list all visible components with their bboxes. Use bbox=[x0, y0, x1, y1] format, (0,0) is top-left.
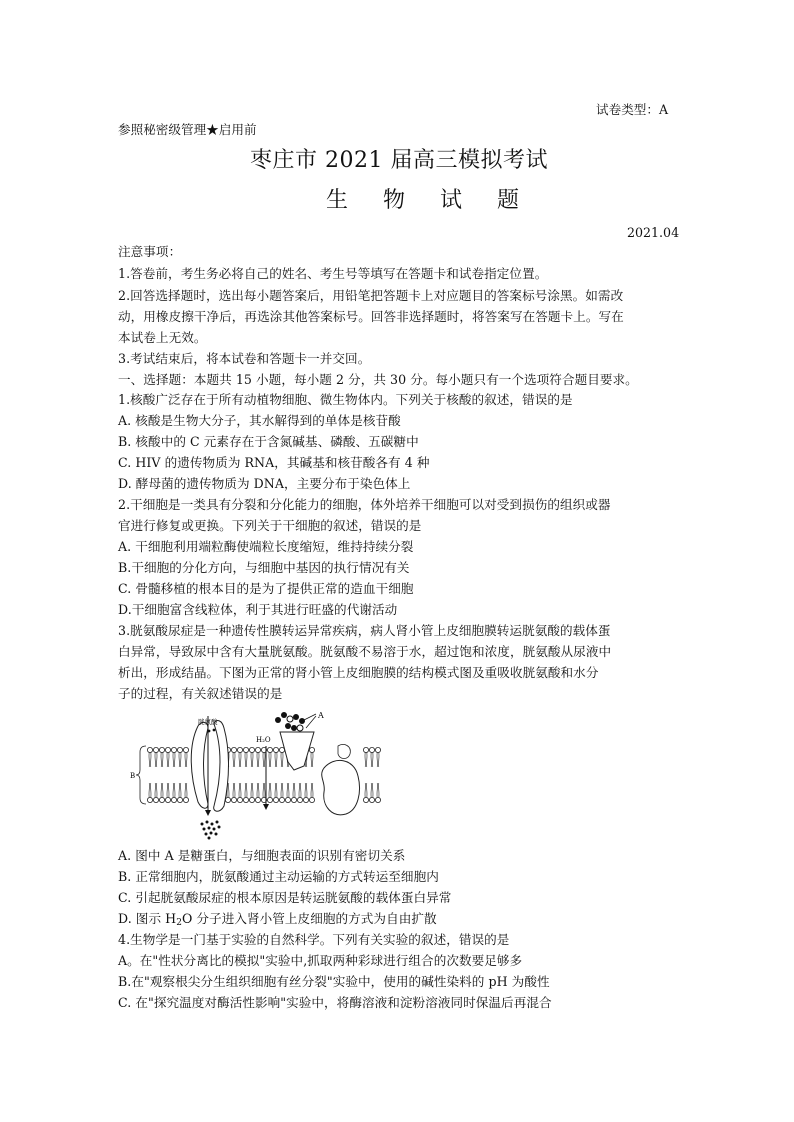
question-2-option-d: D.干细胞富含线粒体，利于其进行旺盛的代谢活动 bbox=[118, 602, 398, 617]
phospholipid-head-outer bbox=[231, 747, 236, 767]
note-item-2-line-1: 2.回答选择题时，选出每小题答案后，用铅笔把答题卡上对应题目的答案标号涂黑。如需改 bbox=[118, 288, 624, 303]
question-3-option-b: B. 正常细胞内，胱氨酸通过主动运输的方式转运至细胞内 bbox=[118, 869, 439, 884]
note-item-1: 1.答卷前，考生务必将自己的姓名、考生号等填写在答题卡和试卷指定位置。 bbox=[118, 266, 548, 281]
water-formula-subscript: 2 bbox=[176, 918, 182, 928]
transmembrane-protein bbox=[322, 760, 360, 814]
phospholipid-head-outer bbox=[255, 747, 260, 767]
note-item-3: 3.考试结束后，将本试卷和答题卡一并交回。 bbox=[118, 351, 371, 366]
phospholipid-head-outer bbox=[279, 747, 284, 767]
question-2-option-a: A. 干细胞利用端粒酶使端粒长度缩短，维持持续分裂 bbox=[118, 539, 414, 554]
subject-title: 生 物 试 题 bbox=[326, 188, 533, 213]
question-1-option-c: C. HIV 的遗传物质为 RNA，其碱基和核苷酸各有 4 种 bbox=[118, 455, 430, 470]
phospholipid-head-outer bbox=[159, 747, 164, 767]
cell-membrane-diagram bbox=[128, 706, 388, 842]
phospholipid-head-inner bbox=[255, 783, 260, 803]
phospholipid-head-inner bbox=[363, 783, 368, 803]
question-1-stem: 1.核酸广泛存在于所有动植物细胞、微生物体内。下列关于核酸的叙述，错误的是 bbox=[118, 392, 573, 407]
arrow-head bbox=[205, 810, 211, 816]
phospholipid-head-inner bbox=[183, 783, 188, 803]
phospholipid-head-inner bbox=[165, 783, 170, 803]
cystine-molecule bbox=[208, 730, 211, 733]
phospholipid-head-inner bbox=[291, 783, 296, 803]
confidentiality-label: 参照秘密级管理★启用前 bbox=[118, 122, 257, 137]
question-2-option-b: B.干细胞的分化方向，与细胞中基因的执行情况有关 bbox=[118, 560, 410, 575]
label-cystine: 胱氨酸 bbox=[198, 718, 218, 726]
question-3-stem-line-4: 子的过程，有关叙述错误的是 bbox=[118, 686, 283, 701]
note-item-2-line-3: 本试卷上无效。 bbox=[118, 330, 207, 345]
phospholipid-head-inner bbox=[273, 783, 278, 803]
glycoprotein-a bbox=[275, 712, 316, 731]
phospholipid-head-inner bbox=[177, 783, 182, 803]
phospholipid-head-inner bbox=[171, 783, 176, 803]
phospholipid-head-inner bbox=[369, 783, 374, 803]
exam-date: 2021.04 bbox=[627, 225, 680, 240]
cystine-molecule bbox=[213, 729, 216, 732]
question-2-stem-line-2: 官进行修复或更换。下列关于干细胞的叙述，错误的是 bbox=[118, 518, 422, 533]
cystine-molecules-inside bbox=[201, 821, 221, 840]
label-water: H₂O bbox=[256, 736, 271, 744]
label-a: A bbox=[318, 711, 324, 720]
phospholipid-head-outer bbox=[375, 747, 380, 767]
question-3-option-c: C. 引起胱氨酸尿症的根本原因是转运胱氨酸的载体蛋白异常 bbox=[118, 890, 452, 905]
question-3-option-a: A. 图中 A 是糖蛋白，与细胞表面的识别有密切关系 bbox=[118, 848, 406, 863]
exam-title: 枣庄市 2021 届高三模拟考试 bbox=[250, 148, 548, 173]
phospholipid-head-inner bbox=[375, 783, 380, 803]
bracket-b bbox=[136, 746, 146, 804]
option-d-suffix: O 分子进入肾小管上皮细胞的方式为自由扩散 bbox=[181, 911, 437, 926]
phospholipid-head-inner bbox=[231, 783, 236, 803]
question-1-option-d: D. 酵母菌的遗传物质为 DNA，主要分布于染色体上 bbox=[118, 476, 411, 491]
phospholipid-head-outer bbox=[267, 747, 272, 767]
question-1-option-a: A. 核酸是生物大分子，其水解得到的单体是核苷酸 bbox=[118, 413, 401, 428]
question-2-stem-line-1: 2.干细胞是一类具有分裂和分化能力的细胞，体外培养干细胞可以对受到损伤的组织或器 bbox=[118, 497, 611, 512]
peripheral-protein bbox=[338, 744, 350, 758]
phospholipid-head-inner bbox=[237, 783, 242, 803]
phospholipid-head-inner bbox=[309, 783, 314, 803]
water-formula-h: H bbox=[165, 911, 177, 926]
phospholipid-head-inner bbox=[297, 783, 302, 803]
phospholipid-head-outer bbox=[249, 747, 254, 767]
question-4-option-b: B.在"观察根尖分生组织细胞有丝分裂"实验中，使用的碱性染料的 pH 为酸性 bbox=[118, 974, 550, 989]
phospholipid-head-outer bbox=[369, 747, 374, 767]
phospholipid-head-outer bbox=[243, 747, 248, 767]
phospholipid-head-outer bbox=[153, 747, 158, 767]
phospholipid-head-inner bbox=[285, 783, 290, 803]
phospholipid-head-inner bbox=[249, 783, 254, 803]
phospholipid-head-outer bbox=[309, 747, 314, 767]
note-item-2-line-2: 动，用橡皮擦干净后，再选涂其他答案标号。回答非选择题时，将答案写在答题卡上。写在 bbox=[118, 309, 624, 324]
phospholipid-head-inner bbox=[303, 783, 308, 803]
phospholipid-head-outer bbox=[363, 747, 368, 767]
notes-heading: 注意事项： bbox=[118, 244, 182, 259]
phospholipid-head-inner bbox=[267, 783, 272, 803]
question-4-stem: 4.生物学是一门基于实验的自然科学。下列有关实验的叙述，错误的是 bbox=[118, 932, 510, 947]
question-4-option-c: C. 在"探究温度对酶活性影响"实验中，将酶溶液和淀粉溶液同时保温后再混合 bbox=[118, 995, 552, 1010]
phospholipid-head-inner bbox=[279, 783, 284, 803]
option-d-prefix: D. 图示 bbox=[118, 911, 166, 926]
phospholipid-head-outer bbox=[171, 747, 176, 767]
question-3-stem-line-1: 3.胱氨酸尿症是一种遗传性膜转运异常疾病，病人肾小管上皮细胞膜转运胱氨酸的载体蛋 bbox=[118, 623, 611, 638]
phospholipid-head-inner bbox=[159, 783, 164, 803]
phospholipid-head-outer bbox=[177, 747, 182, 767]
phospholipid-head-outer bbox=[165, 747, 170, 767]
question-3-stem-line-2: 白异常，导致尿中含有大量胱氨酸。胱氨酸不易溶于水，超过饱和浓度，胱氨酸从尿液中 bbox=[118, 644, 612, 659]
surface-protein bbox=[280, 732, 314, 770]
question-1-option-b: B. 核酸中的 C 元素存在于含氮碱基、磷酸、五碳糖中 bbox=[118, 434, 419, 449]
phospholipid-head-inner bbox=[147, 783, 152, 803]
phospholipid-head-outer bbox=[183, 747, 188, 767]
question-4-option-a: A。在"性状分离比的模拟"实验中,抓取两种彩球进行组合的次数要足够多 bbox=[118, 953, 523, 968]
question-3-stem-line-3: 析出，形成结晶。下图为正常的肾小管上皮细胞膜的结构模式图及重吸收胱氨酸和水分 bbox=[118, 665, 599, 680]
question-3-option-d bbox=[118, 910, 437, 932]
phospholipid-head-outer bbox=[273, 747, 278, 767]
phospholipid-head-inner bbox=[243, 783, 248, 803]
arrow-head bbox=[263, 804, 269, 810]
label-b: B bbox=[130, 772, 136, 780]
paper-type: 试卷类型：A bbox=[596, 102, 669, 117]
phospholipid-head-outer bbox=[237, 747, 242, 767]
phospholipid-head-outer bbox=[147, 747, 152, 767]
cystine-carrier-protein bbox=[191, 721, 228, 812]
section-heading: 一、选择题：本题共 15 小题，每小题 2 分，共 30 分。每小题只有一个选项符合题目要求。 bbox=[118, 372, 638, 387]
phospholipid-head-inner bbox=[153, 783, 158, 803]
question-2-option-c: C. 骨髓移植的根本目的是为了提供正常的造血干细胞 bbox=[118, 581, 414, 596]
